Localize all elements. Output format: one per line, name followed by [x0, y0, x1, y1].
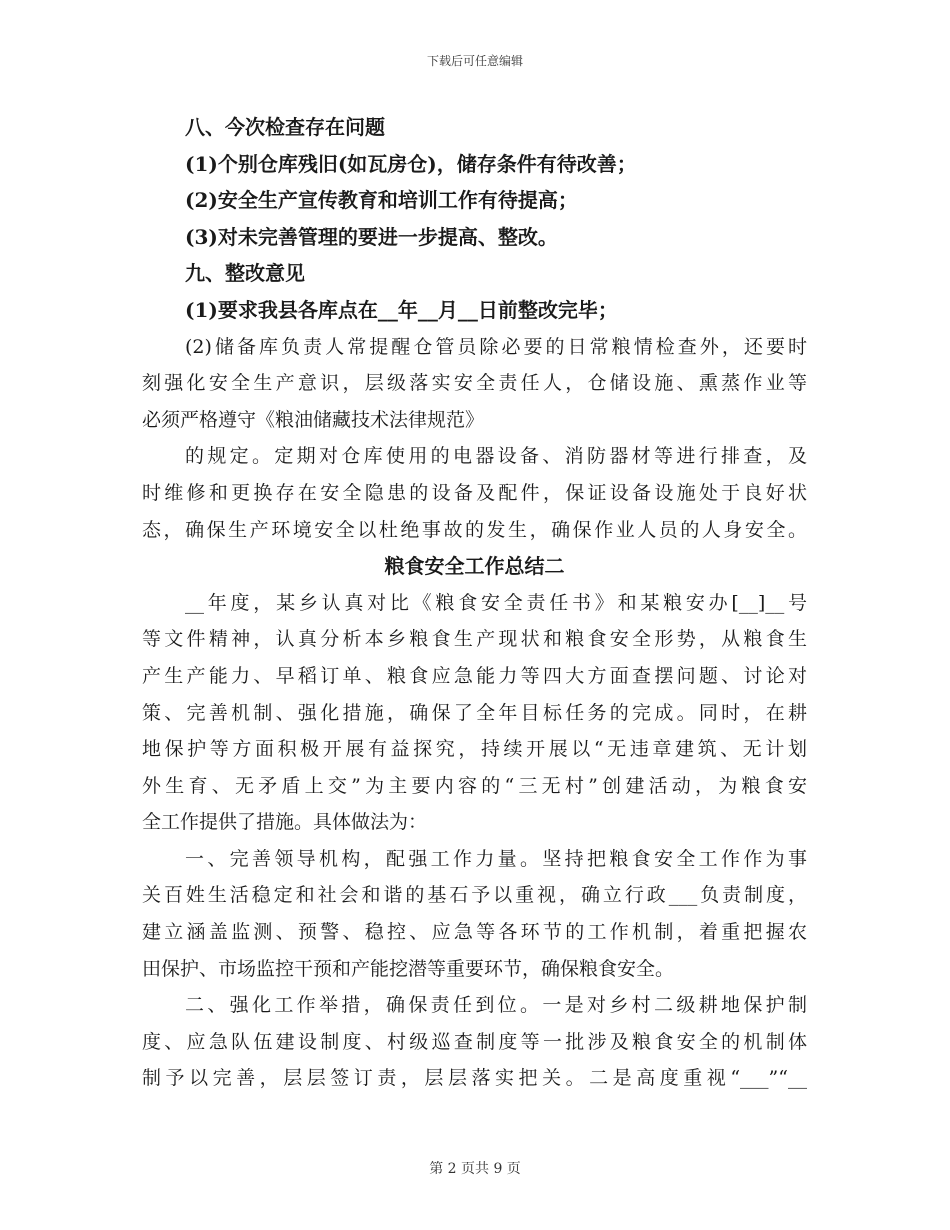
text-line: 时维修和更换存在安全隐患的设备及配件，保证设备设施处于良好状 — [142, 481, 807, 504]
text-line: 全工作提供了措施。具体做法为： — [142, 811, 428, 834]
page-footer: 第 2 页共 9 页 — [429, 1161, 521, 1177]
text-line: 必须严格遵守《粮油储藏技术法律规范》 — [142, 408, 485, 431]
text-line: (2)安全生产宣传教育和培训工作有待提高； — [185, 188, 578, 213]
text-line: 一、完善领导机构，配强工作力量。坚持把粮食安全工作作为事 — [185, 847, 807, 870]
text-line: 策、完善机制、强化措施，确保了全年目标任务的完成。同时，在耕 — [142, 701, 807, 724]
text-line: 等文件精神，认真分析本乡粮食生产现状和粮食安全形势，从粮食生 — [142, 628, 807, 651]
text-line: 刻强化安全生产意识，层级落实安全责任人，仓储设施、熏蒸作业等 — [142, 372, 807, 395]
text-line: (1)要求我县各库点在__年__月__日前整改完毕； — [185, 297, 618, 322]
text-line: 九、整改意见 — [185, 261, 305, 286]
text-line: (1)个别仓库残旧(如瓦房仓)，储存条件有待改善； — [185, 151, 637, 176]
text-line: 外生育、无矛盾上交”为主要内容的“三无村”创建活动，为粮食安 — [142, 774, 807, 797]
text-line: 地保护等方面积极开展有益探究，持续开展以“无违章建筑、无计划 — [142, 738, 807, 761]
text-line: (2)储备库负责人常提醒仓管员除必要的日常粮情检查外，还要时 — [185, 335, 807, 358]
text-line: 粮食安全工作总结二 — [384, 554, 565, 579]
text-line: 建立涵盖监测、预警、稳控、应急等各环节的工作机制，着重把握农 — [142, 921, 807, 944]
text-line: 制予以完善，层层签订责，层层落实把关。二是高度重视“___”“__ — [142, 1067, 807, 1090]
text-line: __年度，某乡认真对比《粮食安全责任书》和某粮安办[__]__号 — [185, 591, 807, 614]
text-line: 田保护、市场监控干预和产能挖潜等重要环节，确保粮食安全。 — [142, 957, 675, 980]
text-line: 度、应急队伍建设制度、村级巡查制度等一批涉及粮食安全的机制体 — [142, 1030, 807, 1053]
text-line: 二、强化工作举措，确保责任到位。一是对乡村二级耕地保护制 — [185, 994, 807, 1017]
text-line: 关百姓生活稳定和社会和谐的基石予以重视，确立行政___负责制度， — [142, 884, 807, 907]
text-line: 的规定。定期对仓库使用的电器设备、消防器材等进行排查，及 — [185, 445, 807, 468]
text-line: 产生产能力、早稻订单、粮食应急能力等四大方面查摆问题、讨论对 — [142, 664, 807, 687]
text-line: 态，确保生产环境安全以杜绝事故的发生，确保作业人员的人身安全。 — [142, 518, 807, 541]
text-line: (3)对未完善管理的要进一步提高、整改。 — [185, 224, 558, 249]
document-body — [142, 109, 807, 1097]
page-header: 下载后可任意编辑 — [426, 54, 523, 68]
text-line: 八、今次检查存在问题 — [185, 115, 385, 139]
